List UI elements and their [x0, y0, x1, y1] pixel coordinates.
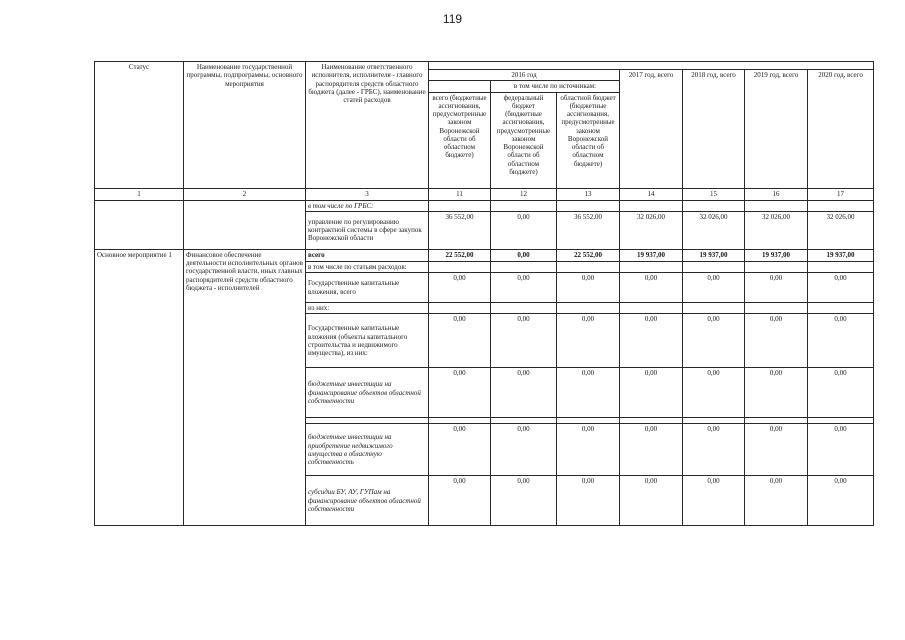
cell-value: 0,00	[808, 476, 874, 526]
cell-value: 0,00	[620, 424, 683, 476]
table-row	[95, 249, 874, 261]
column-number: 2	[184, 188, 306, 200]
cell-value: 0,00	[620, 273, 683, 303]
cell-value: 32 026,00	[620, 211, 683, 249]
cell-value: 0,00	[620, 368, 683, 418]
cell-value: 0,00	[745, 368, 808, 418]
cell-value: 0,00	[683, 476, 745, 526]
header-year-2016: 2016 год	[429, 70, 620, 81]
column-number: 14	[620, 188, 683, 200]
cell-value: 22 552,00	[429, 249, 491, 261]
header-sources: в том числе по источникам:	[491, 81, 620, 92]
cell-value: 0,00	[683, 314, 745, 368]
cell-value: 32 026,00	[808, 211, 874, 249]
budget-table	[94, 61, 874, 526]
column-number: 12	[491, 188, 557, 200]
cell-value: 0,00	[557, 273, 620, 303]
row-name: Государственные капитальные вложения, всего	[306, 273, 429, 303]
cell-value: 0,00	[429, 368, 491, 418]
cell-value: 0,00	[745, 424, 808, 476]
cell-value: 0,00	[491, 476, 557, 526]
page-number: 119	[442, 12, 463, 26]
column-number: 16	[745, 188, 808, 200]
grbs-label-row	[95, 200, 874, 211]
cell-value: 0,00	[429, 314, 491, 368]
header-executor-name: Наименование ответственного исполнителя, исполнителя - главного распорядителя средств областного бюджета (далее - ГРБС), наименование статей расходов	[306, 62, 429, 189]
cell-value: 32 026,00	[745, 211, 808, 249]
header-2018: 2018 год, всего	[683, 70, 745, 189]
cell-value: 0,00	[557, 424, 620, 476]
header-regional-2016: областной бюджет (бюджетные ассигнования, предусмотренные законом Воронежской области об областном бюджете)	[557, 92, 620, 188]
cell-value: 0,00	[491, 314, 557, 368]
cell-value: 0,00	[808, 424, 874, 476]
cell-value: 0,00	[745, 314, 808, 368]
column-number: 13	[557, 188, 620, 200]
cell-value: 0,00	[491, 249, 557, 261]
cell-value: 0,00	[620, 476, 683, 526]
row-name: управление по регулированию контрактной системы в сфере закупок Воронежской области	[306, 211, 429, 249]
row-name: всего	[306, 249, 429, 261]
cell-value: 0,00	[429, 273, 491, 303]
header-row-top	[95, 62, 874, 70]
column-number: 15	[683, 188, 745, 200]
cell-value: 0,00	[683, 273, 745, 303]
row-name: Государственные капитальные вложения (объекты капитального строительства и недвижимого имущества), из них:	[306, 314, 429, 368]
cell-value: 36 552,00	[429, 211, 491, 249]
header-federal-2016: федеральный бюджет (бюджетные ассигнования, предусмотренные законом Воронежской области об областном бюджете)	[491, 92, 557, 188]
cell-value: 0,00	[808, 368, 874, 418]
cell-value: 0,00	[557, 476, 620, 526]
cell-value: 19 937,00	[745, 249, 808, 261]
cell-value: 0,00	[683, 424, 745, 476]
header-2019: 2019 год, всего	[745, 70, 808, 189]
header-program-name: Наименование государственной программы, подпрограммы, основного мероприятия	[184, 62, 306, 189]
cell-value: 0,00	[683, 368, 745, 418]
cell-value: 0,00	[491, 424, 557, 476]
column-number-row	[95, 188, 874, 200]
cell-value: 0,00	[557, 314, 620, 368]
header-2020: 2020 год, всего	[808, 70, 874, 189]
cell-value: 19 937,00	[808, 249, 874, 261]
header-top-blank	[429, 62, 874, 70]
header-2017: 2017 год, всего	[620, 70, 683, 189]
header-blank-cell	[429, 81, 491, 92]
header-status: Статус	[95, 62, 184, 189]
column-number: 11	[429, 188, 491, 200]
row-name: бюджетные инвестиции на финансирование объектов областной собственности	[306, 368, 429, 418]
column-number: 17	[808, 188, 874, 200]
row-name: бюджетные инвестиции на приобретение недвижимого имущества в областную собственность	[306, 424, 429, 476]
cell-value: 19 937,00	[683, 249, 745, 261]
row-name: субсидии БУ, АУ, ГУПам на финансирование объектов областной собственности	[306, 476, 429, 526]
cell-value: 0,00	[491, 211, 557, 249]
program-cell-empty	[184, 200, 306, 249]
cell-value: 0,00	[491, 368, 557, 418]
column-number: 3	[306, 188, 429, 200]
activity-status: Основное мероприятие 1	[95, 249, 184, 526]
items-label: в том числе по статьям расходов:	[306, 261, 429, 272]
cell-value: 0,00	[491, 273, 557, 303]
cell-value: 0,00	[808, 273, 874, 303]
column-number: 1	[95, 188, 184, 200]
header-total-2016: всего (бюджетные ассигнования, предусмотренные законом Воронежской области об областном бюджете)	[429, 92, 491, 188]
cell-value: 0,00	[429, 424, 491, 476]
cell-value: 36 552,00	[557, 211, 620, 249]
cell-value: 0,00	[745, 476, 808, 526]
grbs-label: в том числе по ГРБС:	[306, 200, 429, 211]
cell-value: 0,00	[808, 314, 874, 368]
cell-value: 22 552,00	[557, 249, 620, 261]
cell-value: 0,00	[620, 314, 683, 368]
of-which-label: из них:	[306, 303, 429, 314]
status-cell-empty	[95, 200, 184, 249]
cell-value: 0,00	[429, 476, 491, 526]
cell-value: 32 026,00	[683, 211, 745, 249]
activity-name: Финансовое обеспечение деятельности исполнительных органов государственной власти, иных главных распорядителей средств областного бюджета - исполнителей	[184, 249, 306, 526]
cell-value: 0,00	[557, 368, 620, 418]
cell-value: 0,00	[745, 273, 808, 303]
cell-value: 19 937,00	[620, 249, 683, 261]
